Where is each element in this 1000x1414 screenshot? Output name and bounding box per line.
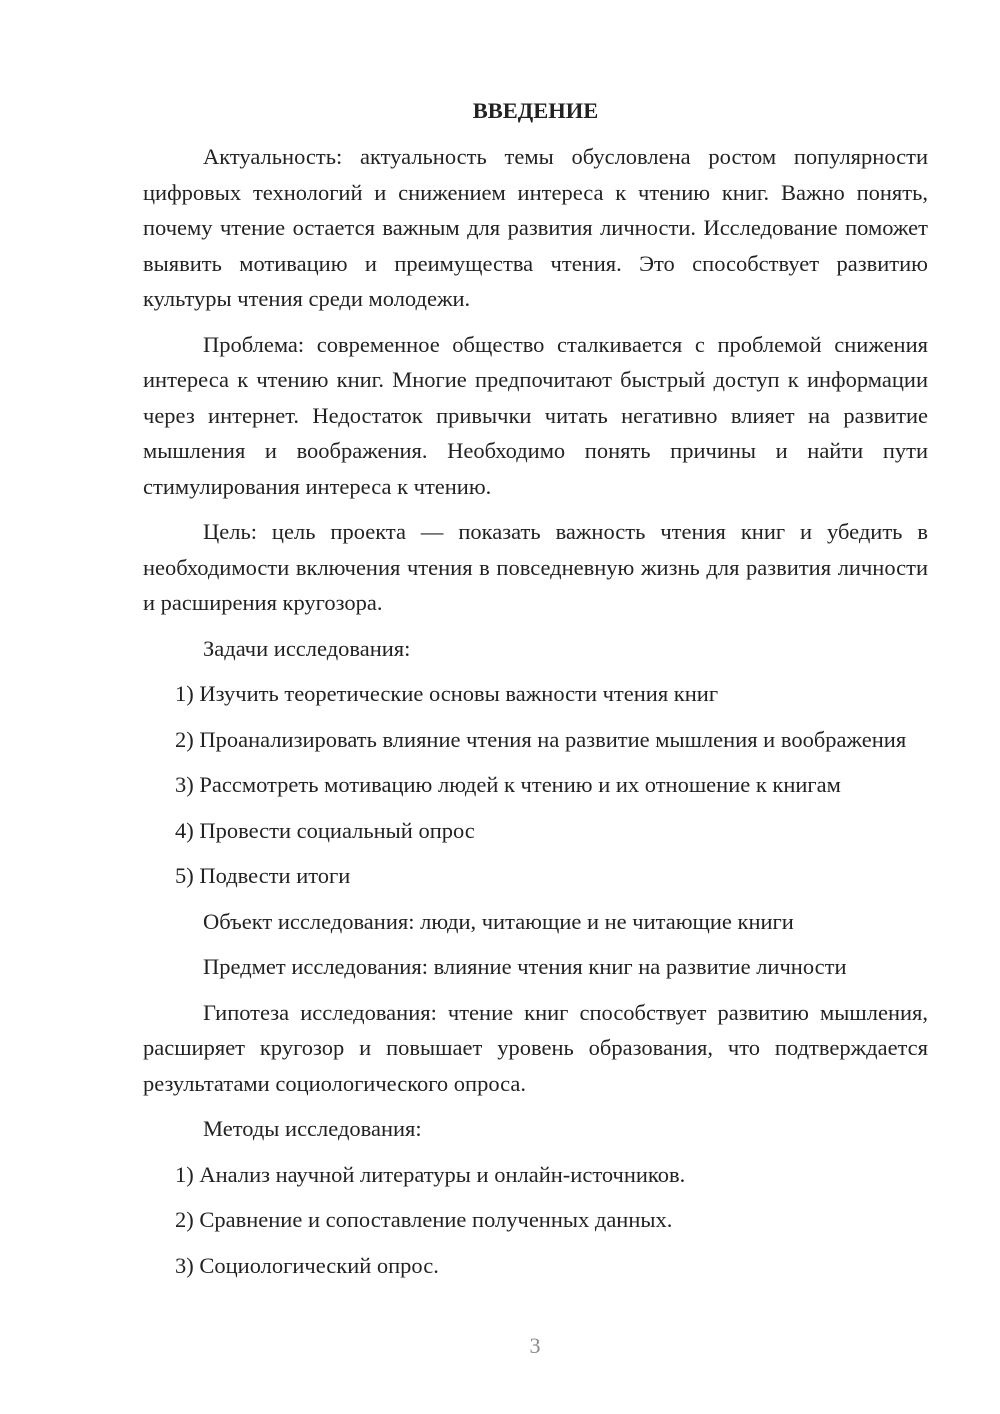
method-item: 2) Сравнение и сопоставление полученных данных. — [175, 1207, 673, 1232]
task-item: 4) Провести социальный опрос — [175, 817, 475, 843]
object-line: Объект исследования: люди, читающие и не читающие книги — [203, 908, 794, 934]
tasks-heading: Задачи исследования: — [203, 635, 411, 661]
method-item: 3) Социологический опрос. — [175, 1252, 439, 1278]
relevance-paragraph: Актуальность: актуальность темы обусловлена ростом популярности цифровых технологий и снижением интереса к чтению книг. Важно понять, почему чтение остается важным для развития личности. Исследование поможет выявить мотивацию и преимущества чтения. Это способствует развитию культуры чтения среди молодежи. — [143, 144, 928, 311]
problem-paragraph: Проблема: современное общество сталкивается с проблемой снижения интереса к чтению книг. Многие предпочитают быстрый доступ к информации через интернет. Недостаток привычки читать негативно влияет на развитие мышления и воображения. Необходимо понять причины и найти пути стимулирования интереса к чтению. — [143, 331, 928, 499]
page-number: 3 — [529, 1333, 541, 1358]
document-page — [143, 94, 928, 1293]
task-item: 3) Рассмотреть мотивацию людей к чтению и их отношение к книгам — [175, 772, 841, 797]
hypothesis-paragraph: Гипотеза исследования: чтение книг способствует развитию мышления, расширяет кругозор и повышает уровень образования, что подтверждается результатами социологического опроса. — [143, 999, 928, 1096]
methods-heading: Методы исследования: — [203, 1116, 422, 1141]
task-item: 5) Подвести итоги — [175, 863, 351, 888]
task-item: 2) Проанализировать влияние чтения на развитие мышления и воображения — [175, 726, 907, 752]
section-title: ВВЕДЕНИЕ — [472, 98, 599, 123]
subject-line: Предмет исследования: влияние чтения книг на развитие личности — [203, 954, 847, 979]
method-item: 1) Анализ научной литературы и онлайн-источников. — [175, 1161, 686, 1187]
goal-paragraph: Цель: цель проекта — показать важность чтения книг и убедить в необходимости включения чтения в повседневную жизнь для развития личности и расширения кругозора. — [143, 519, 928, 615]
task-item: 1) Изучить теоретические основы важности чтения книг — [175, 681, 719, 706]
